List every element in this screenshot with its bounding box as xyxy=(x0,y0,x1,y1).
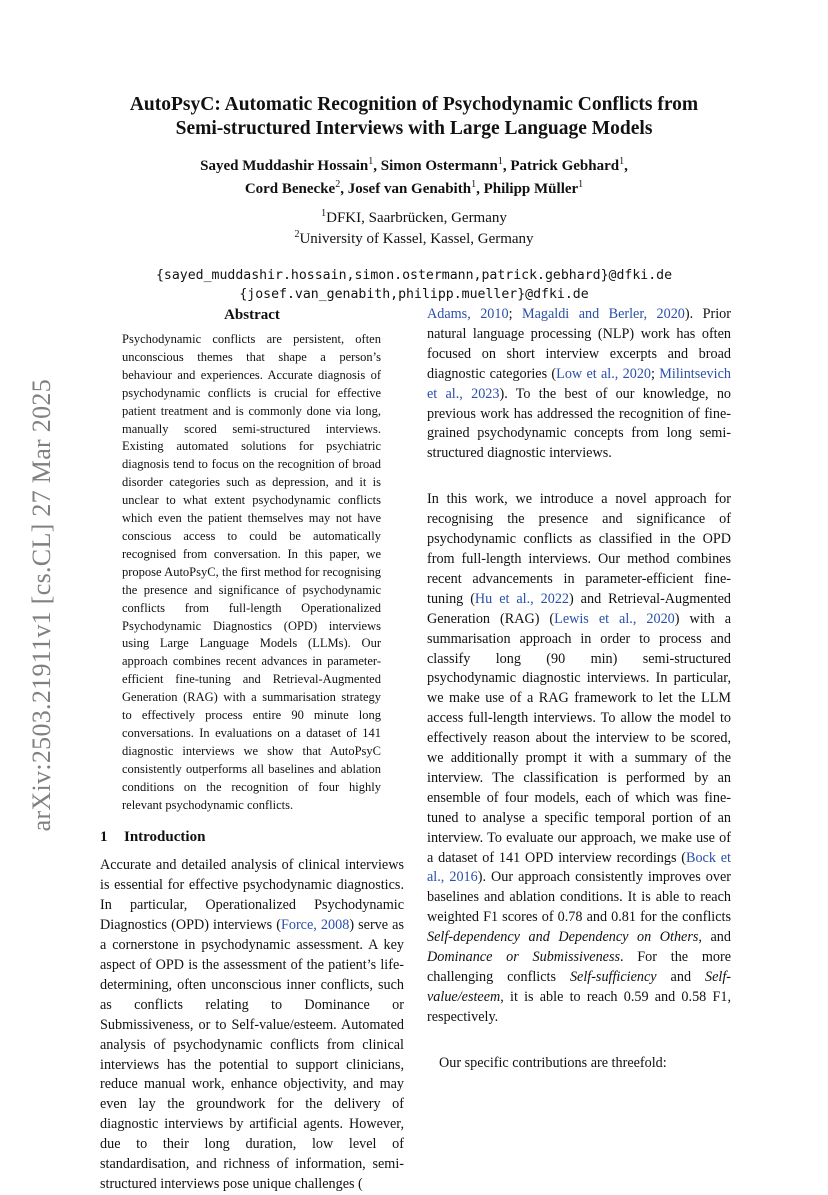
emphasis: Dominance or Submissiveness xyxy=(427,949,620,966)
author: Cord Benecke xyxy=(244,181,336,197)
email-line: {josef.van_genabith,philipp.mueller}@dfki.de xyxy=(239,287,589,302)
affil-mark: 1 xyxy=(619,156,625,167)
text-run: ). Our approach consistently improves over baselines and ablation conditions. It is able to reach weighted F1 scores of 0.78 and 0.81 for the conflicts xyxy=(427,869,731,926)
affil-mark: 2 xyxy=(335,179,341,190)
intro-paragraph-2 xyxy=(427,490,731,1027)
affil-mark: 1 xyxy=(471,179,477,190)
author: Philipp Müller xyxy=(483,181,579,197)
affil-mark: 1 xyxy=(321,208,327,219)
email-block xyxy=(100,266,728,304)
affil-mark: 1 xyxy=(497,156,503,167)
section-title: Introduction xyxy=(124,829,206,846)
affil-mark: 2 xyxy=(294,229,300,240)
citation-link[interactable]: Low et al., 2020 xyxy=(556,365,652,382)
author: Patrick Gebhard xyxy=(510,158,620,174)
affiliation-text: DFKI, Saarbrücken, Germany xyxy=(326,210,507,226)
affiliations xyxy=(100,208,728,250)
title-line-1: AutoPsyC: Automatic Recognition of Psychodynamic Conflicts from xyxy=(129,94,699,115)
intro-paragraph-1 xyxy=(100,856,404,1194)
author: Sayed Muddashir Hossain xyxy=(200,158,369,174)
citation-link[interactable]: Hu et al., 2022 xyxy=(474,590,570,607)
paper-title xyxy=(100,93,728,141)
affil-mark: 1 xyxy=(578,179,584,190)
arxiv-stamp xyxy=(18,360,66,850)
text-run: and xyxy=(656,969,705,985)
citation-link[interactable]: Magaldi and Berler, 2020 xyxy=(521,306,685,322)
text-run: , it is able to reach 0.59 and 0.58 F1, respectively. xyxy=(427,988,731,1025)
emphasis: Self-value/esteem xyxy=(427,969,731,1005)
email-line: {sayed_muddashir.hossain,simon.ostermann,patrick.gebhard}@dfki.de xyxy=(155,268,673,283)
text-run: ) and Retrieval-Augmented Generation (RAG) ( xyxy=(427,590,732,627)
section-number: 1 xyxy=(100,829,108,846)
affiliation-text: University of Kassel, Kassel, Germany xyxy=(299,231,534,247)
affiliation xyxy=(100,229,728,250)
text-run: , and xyxy=(698,929,731,946)
text-run: In this work, we introduce a novel approach for recognising the presence and significance of psychodynamic conflicts as classified in the OPD from full-length interviews. Our method combines recent advancements in parameter-efficient fine-tuning ( xyxy=(427,491,731,607)
text-run: . For the more challenging conflicts xyxy=(427,949,731,985)
intro-paragraph-3: Our specific contributions are threefold: xyxy=(439,1054,667,1071)
affiliation xyxy=(100,208,728,229)
text-run: Accurate and detailed analysis of clinical interviews is essential for effective psychodynamic diagnostics. In particular, Operationalized Psychodynamic Diagnostics (OPD) interviews ( xyxy=(100,857,404,934)
text-run: ). To the best of our knowledge, no previous work has addressed the recognition of fine-grained psychodynamic concepts from long semi-structured diagnostic interviews. xyxy=(427,385,732,462)
emphasis: Self-dependency and Dependency on Others xyxy=(427,929,699,946)
text-run: ; xyxy=(651,365,660,382)
title-line-2: Semi-structured Interviews with Large Language Models xyxy=(175,118,653,139)
left-column xyxy=(100,305,404,1195)
text-run: ) with a summarisation approach in order to process and classify long (90 min) semi-structured psychodynamic diagnostic interviews. In particular, we make use of a RAG framework to let the LLM access full-length interviews. To allow the model to effectively reason about the interview to be scored, we additionally prompt it with a summary of the interview. The classification is performed by an ensemble of four models, each of which was fine-tuned to analyse a specific temporal portion of an interview. To evaluate our approach, we make use of a dataset of 141 OPD interview recordings ( xyxy=(427,610,732,866)
emphasis: Self-sufficiency xyxy=(569,969,657,985)
right-column xyxy=(427,305,731,1074)
text-run: ). Prior natural language processing (NLP) work has often focused on short interview excerpts and broad diagnostic categories ( xyxy=(427,306,731,382)
citation-link[interactable]: Force, 2008 xyxy=(280,917,350,934)
author: Simon Ostermann xyxy=(380,158,498,174)
author: Josef van Genabith xyxy=(347,181,472,197)
citation-link[interactable]: Adams, 2010 xyxy=(427,306,509,322)
author-list: Sayed Muddashir Hossain$^1$, Simon Ostermann$^1$, Patrick Gebhard$^1$, Cord Benecke$^2$, Josef van Genabith$^1$, Philipp Müller$^1$ xyxy=(200,156,628,197)
text-run: ) serve as a cornerstone in psychodynamic assessment. A key aspect of OPD is the assessment of the patient’s life-determining, often unconscious inner conflicts, such as conflicts relating to Dominance or Submissiveness, or to Self-value/esteem. Automated analysis of psychodynamic conflicts from clinical interviews has the potential to support clinicians, reduce manual work, enhance objectivity, and may even lay the groundwork for the delivery of diagnostic interviews by artificial agents. However, due to their long duration, low level of standardisation, and richness of information, semi-structured interviews pose unique challenges ( xyxy=(100,917,404,1192)
citation-link[interactable]: Bock et al., 2016 xyxy=(427,849,731,886)
citation-link[interactable]: Lewis et al., 2020 xyxy=(554,610,675,627)
text-run: ; xyxy=(508,306,522,322)
abstract-text: Psychodynamic conflicts are persistent, often unconscious themes that shape a person’s behaviour and experiences. Accurate diagnosis of psychodynamic conflicts is crucial for effective patient treatment and is commonly done via long, manually scored semi-structured interviews. Existing automated solutions for psychiatric diagnosis tend to focus on the recognition of broad disorder categories such as depression, and it is unclear to what extent psychodynamic conflicts which even the patient themselves may not have conscious access to could be automatically recognised from conversation. In this paper, we propose AutoPsyC, the first method for recognising the presence and significance of psychodynamic conflicts from full-length Operationalized Psychodynamic Diagnostics (OPD) interviews using Large Language Models (LLMs). Our approach combines recent advances in parameter-efficient fine-tuning and Retrieval-Augmented Generation (RAG) with a summarisation strategy to effectively process entire 90 minute long conversations. In evaluations on a dataset of 141 diagnostic interviews we show that AutoPsyC consistently outperforms all baselines and ablation conditions on the recognition of four highly relevant psychodynamic conflicts. xyxy=(122,332,381,812)
citation-link[interactable]: Milintsevich et al., 2023 xyxy=(427,365,731,402)
arxiv-id: arXiv:2503.21911v1 [cs.CL] 27 Mar 2025 xyxy=(27,378,56,832)
affil-mark: 1 xyxy=(368,156,374,167)
section-heading xyxy=(100,826,404,848)
paper-header xyxy=(100,93,728,304)
abstract-heading: Abstract xyxy=(224,307,280,323)
intro-paragraph-1-cont xyxy=(427,305,731,464)
